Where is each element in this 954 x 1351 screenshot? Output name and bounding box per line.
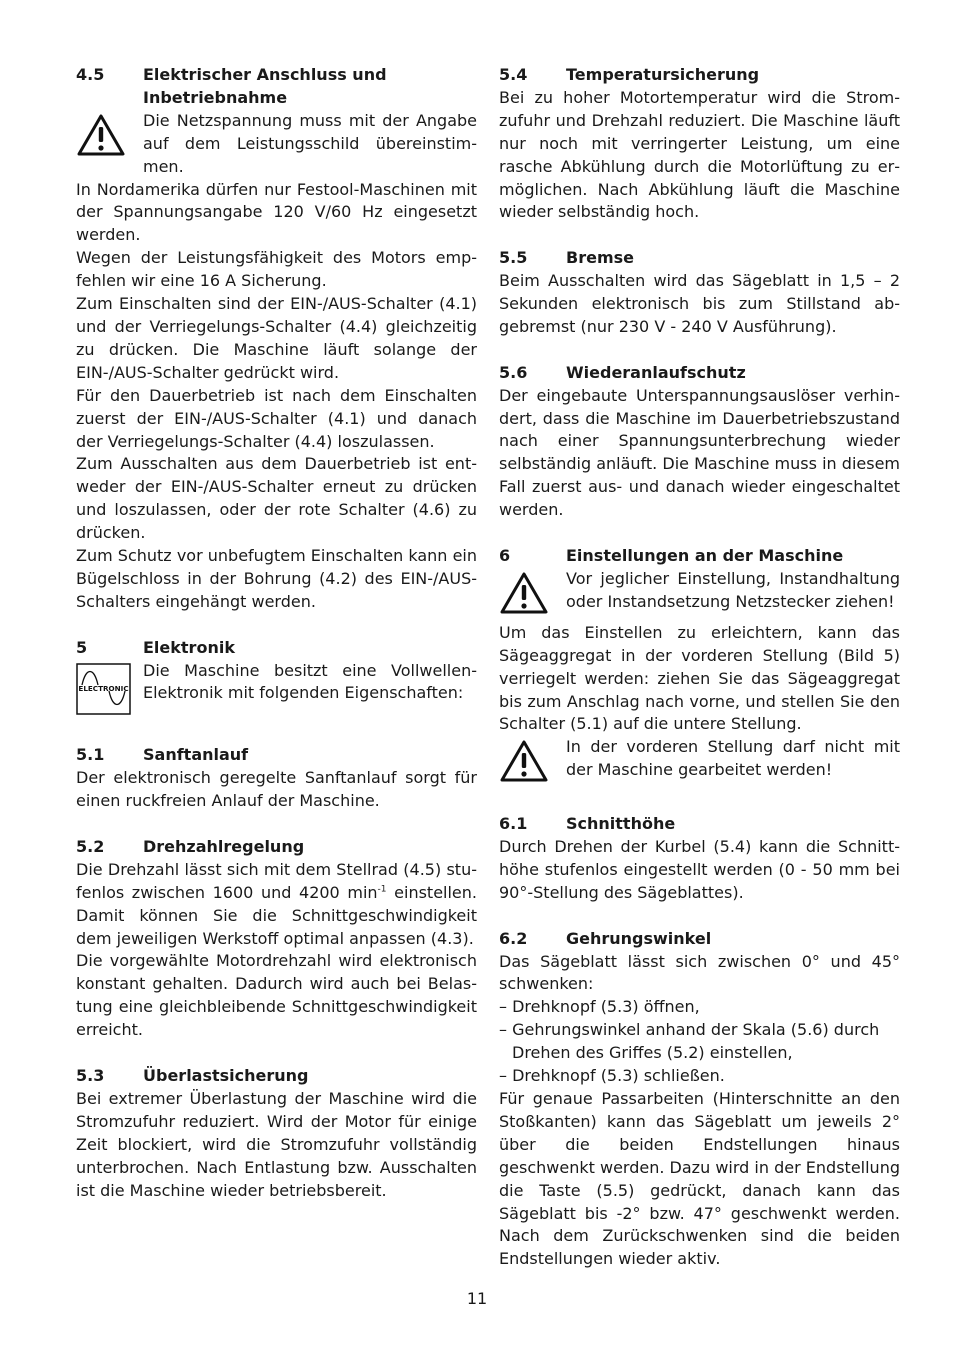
- section-5-3: [76, 1065, 477, 1202]
- section-5-2: [76, 836, 477, 1042]
- paragraph: Zum Ausschalten aus dem Dauerbetrieb ist entweder der EIN-/AUS-Schalter erneut zu drücken und loszulassen, oder der rote Schalter (4.6) zu drücken.: [76, 454, 477, 543]
- electronic-icon: [76, 660, 143, 722]
- paragraph: Zum Schutz vor unbefugtem Einschalten kann ein Bügelschloss in der Bohrung (4.2) des EIN-/AUS-Schalters eingehängt werden.: [76, 546, 477, 611]
- paragraph: Für genaue Passarbeiten (Hinterschnitte an den Stoßkanten) kann das Sägeblatt um jeweils 2° über die beiden Endstellungen hinaus geschwenkt werden. Dazu wird in der Endstellung die Taste (5.5) gedrückt, danach kann das Sägeblatt bis -2° bzw. 47° geschwenkt werden. Nach dem Zurückschwenken sind die beiden Endstellungen wieder aktiv.: [499, 1088, 900, 1269]
- section-title: Schnitthöhe: [566, 814, 676, 834]
- section-6: [499, 545, 900, 790]
- section-5-4: [499, 64, 900, 224]
- section-title: Bremse: [566, 248, 634, 268]
- text-run: Die Drehzahl lässt sich mit dem Stellrad (4.5) stufenlos zwischen 1600 und 4200 min: [76, 859, 477, 902]
- paragraph: [76, 859, 477, 951]
- paragraph: Die vorgewählte Motordrehzahl wird elektronisch konstant gehalten. Dadurch wird auch bei Belastung eine gleichbleibende Schnittgeschwindigkeit erreicht.: [76, 951, 477, 1040]
- section-number: 6.1: [499, 814, 528, 834]
- section-number: 5.2: [76, 836, 105, 856]
- page-number: 11: [466, 1289, 488, 1308]
- section-heading: [499, 928, 900, 951]
- section-heading: [76, 836, 477, 859]
- section-heading: [76, 744, 477, 767]
- warning-triangle-icon: [76, 110, 143, 164]
- paragraph: Bei extremer Überlastung der Maschine wird die Stromzufuhr reduziert. Wird der Motor für einige Zeit blockiert, wird die Stromzufuhr vollständig unterbrochen. Nach Entlastung bzw. Ausschalten ist die Maschine wieder betriebsbereit.: [76, 1088, 477, 1200]
- warning-triangle-icon: [499, 568, 566, 622]
- section-title: Einstellungen an der Maschine: [566, 545, 844, 565]
- paragraph: Für den Dauerbetrieb ist nach dem Einschalten zuerst der EIN-/AUS-Schalter (4.1) und danach der Verriegelungs-Schalter (4.4) loszulassen.: [76, 385, 477, 451]
- section-5-5: [499, 247, 900, 339]
- section-4-5: [76, 64, 477, 614]
- list-item: – Drehknopf (5.3) öffnen,: [499, 997, 700, 1017]
- paragraph: In Nordamerika dürfen nur Festool-Maschinen mit der Spannungsangabe 120 V/60 Hz eingesetzt werden.: [76, 179, 477, 245]
- section-number: 5: [76, 637, 88, 657]
- warning-text: Die Netzspannung muss mit der Angabe auf dem Leistungsschild übereinstimmen.: [143, 110, 477, 176]
- paragraph: Der elektronisch geregelte Sanftanlauf sorgt für einen ruckfreien Anlauf der Maschine.: [76, 768, 477, 811]
- section-heading: [499, 64, 900, 87]
- section-heading: [76, 637, 477, 660]
- section-number: 5.6: [499, 362, 528, 382]
- section-title: Wiederanlaufschutz: [566, 362, 746, 382]
- section-title: Sanftanlauf: [143, 745, 249, 765]
- paragraph: Wegen der Leistungsfähigkeit des Motors empfehlen wir eine 16 A Sicherung.: [76, 248, 477, 291]
- section-heading: [499, 247, 900, 270]
- section-number: 5.5: [499, 248, 528, 268]
- electronic-block: [76, 660, 477, 722]
- section-number: 6.2: [499, 928, 528, 948]
- superscript: -1: [377, 884, 387, 895]
- paragraph: Der eingebaute Unterspannungsauslöser verhindert, dass die Maschine im Dauerbetriebszustand nach einer Spannungsunterbrechung wieder selbständig anläuft. Die Maschine muss in diesem Fall zuerst aus- und danach wieder eingeschaltet werden.: [499, 385, 900, 520]
- section-number: 6: [499, 545, 511, 565]
- section-title: Überlastsicherung: [143, 1066, 309, 1085]
- section-text: Die Maschine besitzt eine Vollwellen-Elektronik mit folgenden Eigenschaften:: [143, 660, 477, 703]
- paragraph: Beim Ausschalten wird das Sägeblatt in 1,5 – 2 Sekunden elektronisch bis zum Stillstand abgebremst (nur 230 V - 240 V Ausführung).: [499, 271, 900, 336]
- step-list: [499, 996, 900, 1088]
- section-5: [76, 637, 477, 722]
- section-heading: [76, 64, 477, 110]
- section-heading: [499, 545, 900, 568]
- section-title: Gehrungswinkel: [566, 928, 712, 948]
- section-5-1: [76, 744, 477, 813]
- paragraph: Durch Drehen der Kurbel (5.4) kann die Schnitthöhe stufenlos eingestellt werden (0 - 50 mm bei 90°-Stellung des Sägeblattes).: [499, 837, 900, 902]
- right-column: [499, 64, 900, 1294]
- paragraph: Zum Einschalten sind der EIN-/AUS-Schalter (4.1) und der Verriegelungs-Schalter (4.4) gleichzeitig zu drücken. Die Maschine läuft solange der EIN-/AUS-Schalter gedrückt wird.: [76, 294, 477, 382]
- warning-block: [76, 110, 477, 179]
- left-column: [76, 64, 477, 1225]
- warning-block: [499, 568, 900, 622]
- section-title: Elektrischer Anschluss und Inbetriebnahme: [143, 65, 387, 107]
- section-title: Drehzahlregelung: [143, 836, 305, 856]
- section-number: 5.4: [499, 65, 528, 84]
- section-title: Temperatursicherung: [566, 65, 760, 84]
- list-item: – Drehknopf (5.3) schließen.: [499, 1066, 725, 1086]
- text-run: einstellen. Damit können Sie die Schnittgeschwindigkeit dem jeweiligen Werkstoff optimal anpassen (4.3).: [76, 882, 477, 948]
- warning-text: Vor jeglicher Einstellung, Instandhaltung oder Instandsetzung Netzstecker ziehen!: [566, 568, 900, 611]
- section-6-2: [499, 928, 900, 1272]
- warning-text: In der vorderen Stellung darf nicht mit der Maschine gearbeitet werden!: [566, 737, 900, 780]
- section-title: Elektronik: [143, 637, 235, 657]
- section-6-1: [499, 813, 900, 905]
- warning-block: [499, 736, 900, 790]
- section-heading: [76, 1065, 477, 1088]
- section-5-6: [499, 362, 900, 522]
- section-heading: [499, 813, 900, 836]
- section-number: 5.1: [76, 745, 105, 765]
- section-number: 4.5: [76, 65, 105, 84]
- section-heading: [499, 362, 900, 385]
- paragraph: Das Sägeblatt lässt sich zwischen 0° und 45° schwenken:: [499, 951, 900, 994]
- paragraph: Um das Einstellen zu erleichtern, kann das Sägeaggregat in der vorderen Stellung (Bild 5) verriegelt werden: ziehen Sie das Sägeaggregat bis zum Anschlag nach vorne, und stellen Sie den Schalter (5.1) auf die untere Stellung.: [499, 622, 900, 734]
- paragraph: Bei zu hoher Motortemperatur wird die Stromzufuhr und Drehzahl reduziert. Die Maschine läuft nur noch mit verringerter Leistung, um eine rasche Abkühlung durch die Motorlüftung zu ermöglichen. Nach Abkühlung läuft die Maschine wieder selbständig hoch.: [499, 87, 900, 222]
- list-item: – Gehrungswinkel anhand der Skala (5.6) durch Drehen des Griffes (5.2) einstellen,: [499, 1020, 880, 1063]
- section-number: 5.3: [76, 1066, 105, 1085]
- warning-triangle-icon: [499, 736, 566, 790]
- electronic-icon-label: ELECTRONIC: [78, 683, 129, 693]
